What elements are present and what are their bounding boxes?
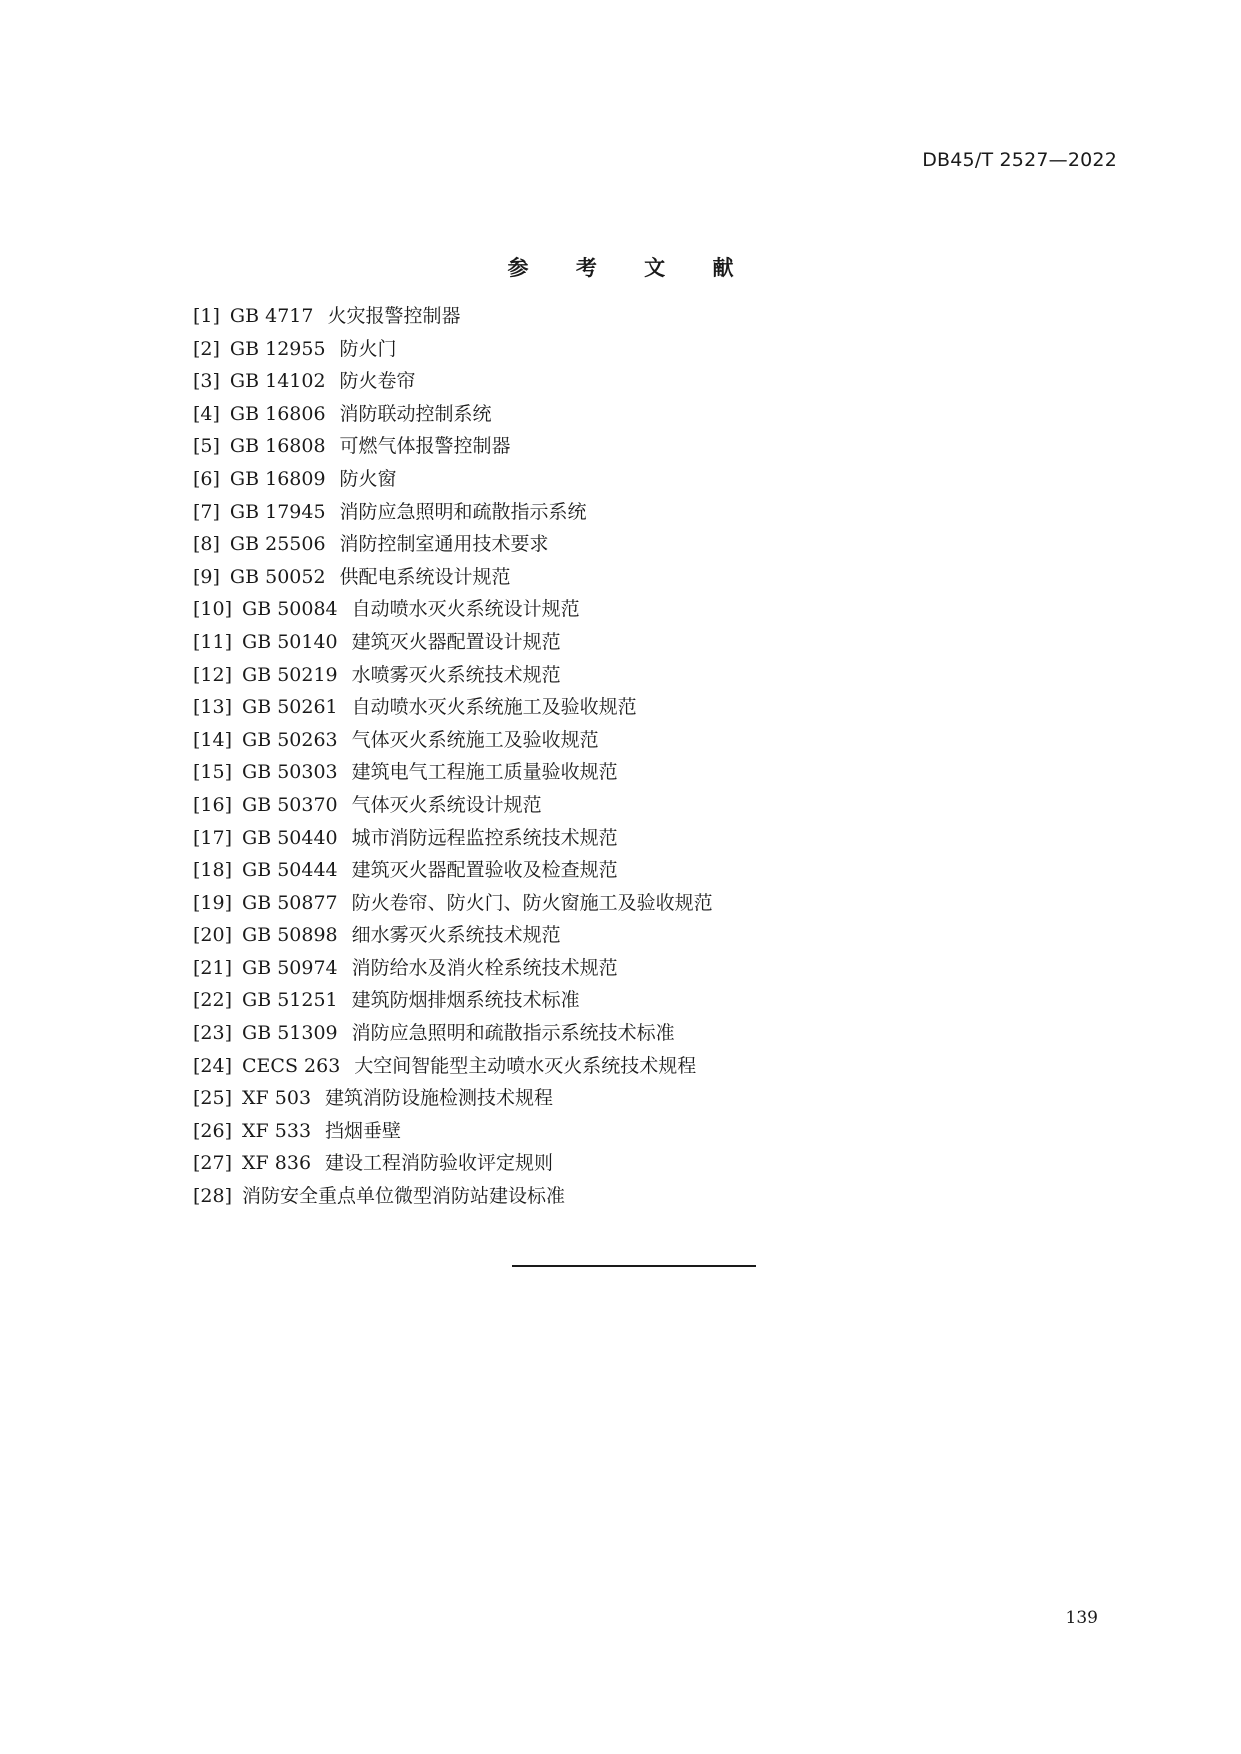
reference-number: [10] <box>193 598 233 621</box>
reference-number: [4] <box>193 402 220 425</box>
reference-title: 细水雾灭火系统技术规范 <box>351 924 561 947</box>
reference-standard-code: CECS 263 <box>242 1054 341 1077</box>
reference-number: [23] <box>193 1022 233 1045</box>
reference-number: [3] <box>193 370 220 393</box>
reference-number: [15] <box>193 761 233 784</box>
reference-item <box>193 1147 713 1180</box>
reference-title: 自动喷水灭火系统设计规范 <box>351 598 580 621</box>
reference-item <box>193 398 713 431</box>
reference-standard-code: GB 50877 <box>242 891 338 914</box>
reference-title: 消防安全重点单位微型消防站建设标准 <box>242 1185 566 1208</box>
reference-standard-code: GB 50898 <box>242 924 338 947</box>
reference-standard-code: GB 16809 <box>229 467 326 490</box>
reference-standard-code: GB 16806 <box>229 402 326 425</box>
reference-item <box>193 691 713 724</box>
reference-number: [24] <box>193 1054 233 1077</box>
reference-item <box>193 365 713 398</box>
reference-item <box>193 919 713 952</box>
reference-standard-code: GB 25506 <box>229 533 326 556</box>
reference-number: [7] <box>193 500 220 523</box>
reference-standard-code: GB 50370 <box>242 793 338 816</box>
reference-title: 建筑电气工程施工质量验收规范 <box>351 761 618 784</box>
reference-item <box>193 1017 713 1050</box>
reference-title: 大空间智能型主动喷水灭火系统技术规程 <box>354 1054 697 1077</box>
reference-title: 防火卷帘、防火门、防火窗施工及验收规范 <box>351 891 713 914</box>
reference-number: [8] <box>193 533 220 556</box>
reference-title: 建筑灭火器配置设计规范 <box>351 630 561 653</box>
reference-item <box>193 756 713 789</box>
reference-standard-code: GB 50084 <box>242 598 338 621</box>
reference-standard-code: GB 50263 <box>242 728 338 751</box>
reference-title: 水喷雾灭火系统技术规范 <box>351 663 561 686</box>
reference-number: [13] <box>193 696 233 719</box>
page-number: 139 <box>1065 1608 1098 1628</box>
reference-number: [12] <box>193 663 233 686</box>
reference-number: [25] <box>193 1087 233 1110</box>
reference-item <box>193 659 713 692</box>
reference-title: 供配电系统设计规范 <box>339 565 511 588</box>
reference-title: 建筑消防设施检测技术规程 <box>325 1087 554 1110</box>
reference-number: [5] <box>193 435 220 458</box>
reference-number: [20] <box>193 924 233 947</box>
reference-list <box>193 300 713 1213</box>
reference-number: [18] <box>193 859 233 882</box>
reference-title: 城市消防远程监控系统技术规范 <box>351 826 618 849</box>
reference-standard-code: GB 4717 <box>229 305 314 327</box>
reference-number: [9] <box>193 565 220 588</box>
reference-standard-code: GB 50440 <box>242 826 338 849</box>
reference-standard-code: GB 50261 <box>242 696 338 719</box>
reference-title: 气体灭火系统设计规范 <box>351 793 542 816</box>
reference-title: 建筑灭火器配置验收及检查规范 <box>351 859 618 882</box>
reference-standard-code: GB 50974 <box>242 956 338 979</box>
reference-item <box>193 854 713 887</box>
reference-standard-code: XF 836 <box>242 1152 312 1175</box>
reference-title: 挡烟垂壁 <box>325 1119 402 1142</box>
standard-code: DB45/T 2527—2022 <box>922 149 1117 171</box>
reference-number: [11] <box>193 630 233 653</box>
reference-item <box>193 1050 713 1083</box>
reference-standard-code: GB 50052 <box>229 565 326 588</box>
reference-item <box>193 626 713 659</box>
reference-item <box>193 300 713 333</box>
reference-standard-code: GB 12955 <box>229 337 326 360</box>
reference-standard-code: GB 50219 <box>242 663 338 686</box>
reference-item <box>193 593 713 626</box>
reference-item <box>193 333 713 366</box>
reference-number: [19] <box>193 891 233 914</box>
reference-standard-code: XF 503 <box>242 1087 312 1110</box>
reference-standard-code: GB 51309 <box>242 1022 338 1045</box>
reference-item <box>193 724 713 757</box>
reference-title: 气体灭火系统施工及验收规范 <box>351 728 599 751</box>
reference-title: 防火卷帘 <box>339 370 416 393</box>
reference-title: 防火门 <box>339 337 397 360</box>
reference-title: 消防控制室通用技术要求 <box>339 533 549 556</box>
reference-title: 消防应急照明和疏散指示系统 <box>339 500 587 523</box>
reference-item <box>193 528 713 561</box>
reference-title: 可燃气体报警控制器 <box>339 435 511 458</box>
reference-standard-code: GB 51251 <box>242 989 338 1012</box>
reference-number: [2] <box>193 337 220 360</box>
end-rule <box>512 1265 756 1267</box>
reference-number: [27] <box>193 1152 233 1175</box>
reference-number: [26] <box>193 1119 233 1142</box>
reference-standard-code: GB 16808 <box>229 435 326 458</box>
reference-item <box>193 952 713 985</box>
reference-title: 自动喷水灭火系统施工及验收规范 <box>351 696 637 719</box>
reference-title: 建设工程消防验收评定规则 <box>325 1152 554 1175</box>
reference-item <box>193 1082 713 1115</box>
reference-item <box>193 984 713 1017</box>
reference-number: [16] <box>193 793 233 816</box>
reference-title: 消防应急照明和疏散指示系统技术标准 <box>351 1022 675 1045</box>
reference-standard-code: GB 50444 <box>242 859 338 882</box>
reference-standard-code: GB 14102 <box>229 370 326 393</box>
reference-item <box>193 1180 713 1213</box>
reference-number: [21] <box>193 956 233 979</box>
reference-item <box>193 789 713 822</box>
reference-standard-code: XF 533 <box>242 1119 312 1142</box>
reference-item <box>193 496 713 529</box>
reference-standard-code: GB 17945 <box>229 500 326 523</box>
reference-number: [6] <box>193 467 220 490</box>
reference-number: [14] <box>193 728 233 751</box>
reference-number: [22] <box>193 989 233 1012</box>
reference-title: 火灾报警控制器 <box>327 305 461 327</box>
reference-standard-code: GB 50140 <box>242 630 338 653</box>
reference-title: 消防给水及消火栓系统技术规范 <box>351 956 618 979</box>
reference-item <box>193 430 713 463</box>
reference-title: 建筑防烟排烟系统技术标准 <box>351 989 580 1012</box>
reference-number: [1] <box>193 305 220 327</box>
reference-item <box>193 1115 713 1148</box>
reference-item <box>193 887 713 920</box>
section-title: 参 考 文 献 <box>507 256 754 280</box>
reference-number: [28] <box>193 1185 233 1208</box>
reference-standard-code: GB 50303 <box>242 761 338 784</box>
reference-number: [17] <box>193 826 233 849</box>
reference-item <box>193 822 713 855</box>
reference-item <box>193 463 713 496</box>
reference-title: 防火窗 <box>339 467 397 490</box>
reference-title: 消防联动控制系统 <box>339 402 492 425</box>
reference-item <box>193 561 713 594</box>
